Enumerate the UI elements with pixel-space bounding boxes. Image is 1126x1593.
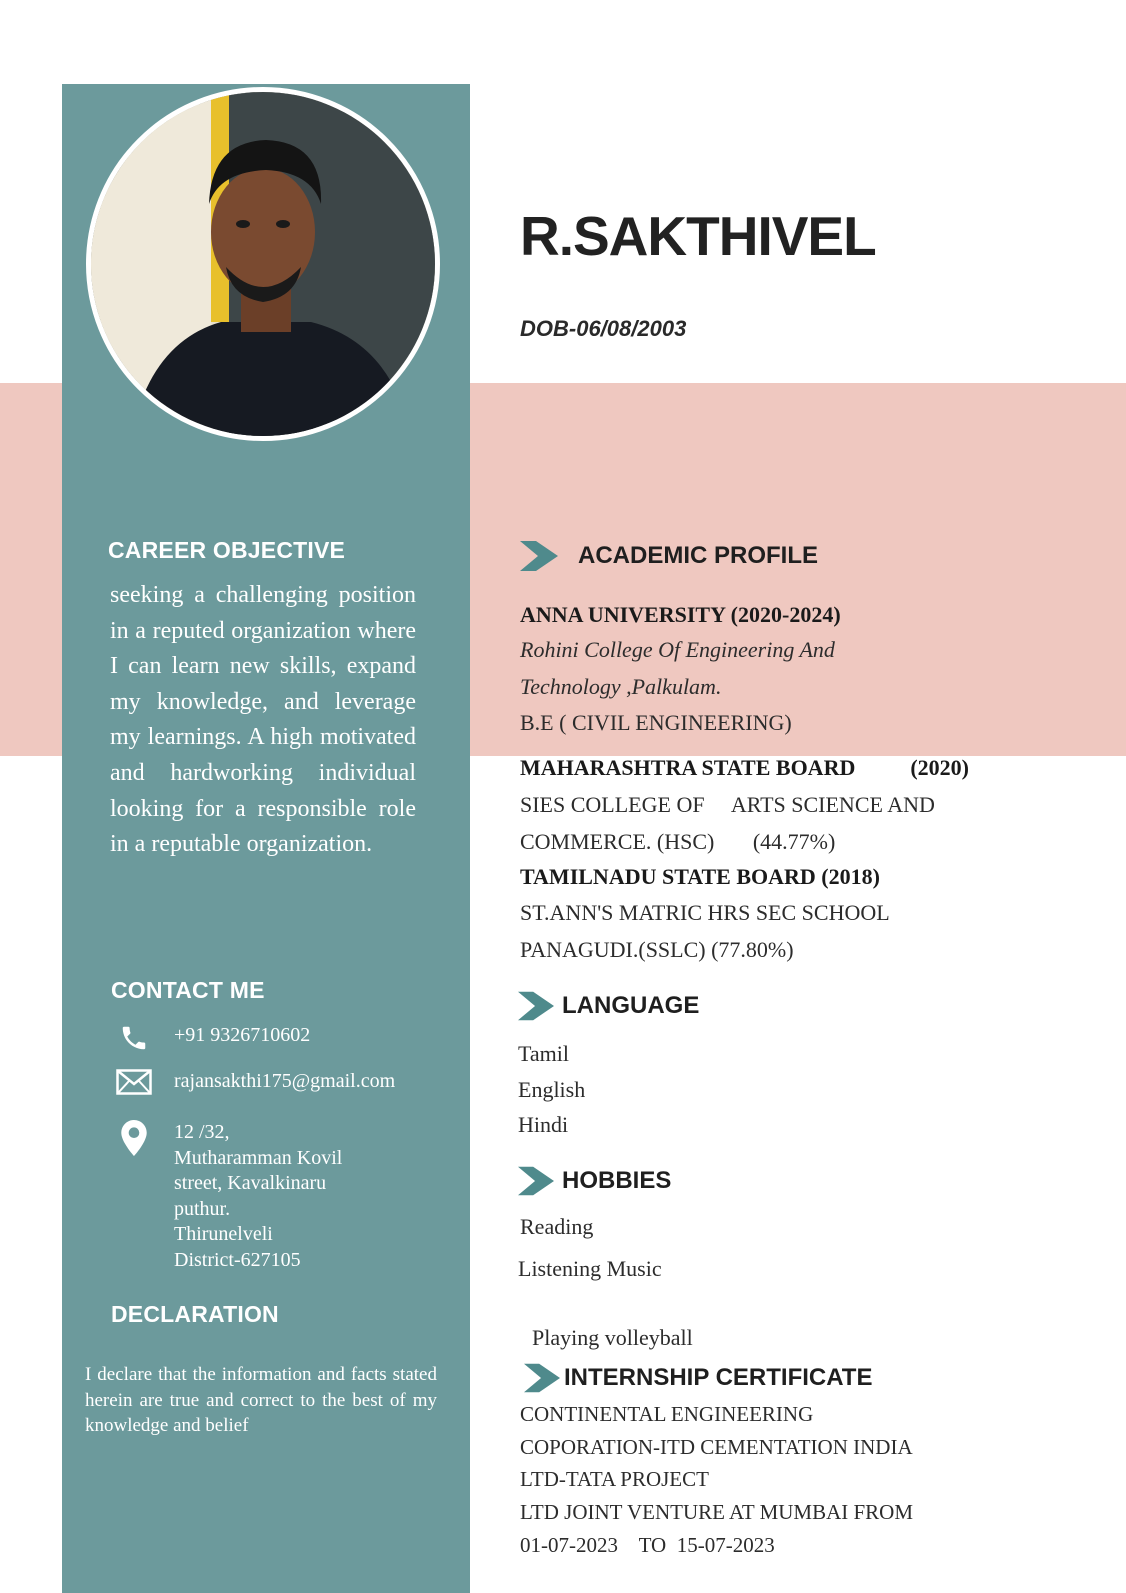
chevron-right-icon: [524, 1363, 560, 1393]
phone-icon: [116, 1023, 152, 1055]
career-objective-heading: CAREER OBJECTIVE: [108, 537, 346, 563]
language-heading: LANGUAGE: [562, 992, 700, 1019]
contact-phone-row: [116, 1023, 310, 1055]
academic-line: Rohini College Of Engineering And: [520, 637, 835, 662]
chevron-right-icon: [520, 541, 558, 571]
language-item: English: [518, 1077, 586, 1102]
academic-line: MAHARASHTRA STATE BOARD (2020): [520, 755, 969, 780]
contact-email-row: [116, 1069, 395, 1101]
academic-line: COMMERCE. (HSC) (44.77%): [520, 829, 836, 854]
chevron-right-icon: [518, 1166, 554, 1196]
language-section-header: [518, 991, 699, 1021]
hobby-item: Playing volleyball: [532, 1325, 693, 1350]
candidate-name: R.SAKTHIVEL: [520, 205, 876, 267]
contact-heading: CONTACT ME: [111, 977, 265, 1003]
contact-address-row: [116, 1120, 342, 1273]
hobbies-heading: HOBBIES: [562, 1167, 672, 1194]
career-objective-text: seeking a challenging position in a reputed organization where I can learn new skills, expand my knowledge, and leverage my learnings. A high motivated and hardworking individual looking for a responsible role in a reputable organization.: [110, 582, 416, 858]
location-pin-icon: [116, 1120, 152, 1152]
phone-number[interactable]: +91 9326710602: [174, 1024, 311, 1046]
academic-line: ANNA UNIVERSITY (2020-2024): [520, 602, 841, 627]
academic-line: B.E ( CIVIL ENGINEERING): [520, 710, 792, 735]
academic-line: Technology ,Palkulam.: [520, 674, 722, 699]
date-of-birth: DOB-06/08/2003: [520, 316, 687, 341]
declaration-heading: DECLARATION: [111, 1301, 279, 1327]
academic-line: SIES COLLEGE OF ARTS SCIENCE AND: [520, 792, 935, 817]
email-address[interactable]: rajansakthi175@gmail.com: [174, 1070, 396, 1092]
academic-section-header: [520, 541, 818, 571]
person-portrait-icon: [91, 92, 435, 436]
internship-line: 01-07-2023 TO 15-07-2023: [520, 1533, 775, 1557]
internship-line: COPORATION-ITD CEMENTATION INDIA: [520, 1435, 913, 1459]
internship-line: LTD-TATA PROJECT: [520, 1467, 709, 1491]
language-item: Hindi: [518, 1112, 569, 1137]
internship-line: LTD JOINT VENTURE AT MUMBAI FROM: [520, 1500, 914, 1524]
profile-photo: [86, 87, 440, 441]
internship-section-header: [524, 1363, 872, 1393]
internship-heading: INTERNSHIP CERTIFICATE: [564, 1364, 873, 1391]
academic-heading: ACADEMIC PROFILE: [578, 542, 818, 569]
chevron-right-icon: [518, 991, 554, 1021]
academic-line: ST.ANN'S MATRIC HRS SEC SCHOOL: [520, 900, 890, 925]
language-item: Tamil: [518, 1041, 570, 1066]
postal-address: 12 /32, Mutharamman Kovil street, Kavalkinaru puthur. Thirunelveli District-627105: [174, 1121, 343, 1271]
internship-line: CONTINENTAL ENGINEERING: [520, 1402, 814, 1426]
academic-line: PANAGUDI.(SSLC) (77.80%): [520, 937, 794, 962]
hobby-item: Listening Music: [518, 1256, 662, 1281]
declaration-text: I declare that the information and facts stated herein are true and correct to the best of my knowledge and belief: [85, 1364, 437, 1436]
hobbies-section-header: [518, 1166, 671, 1196]
academic-line: TAMILNADU STATE BOARD (2018): [520, 864, 880, 889]
envelope-icon: [116, 1069, 152, 1101]
hobby-item: Reading: [520, 1214, 594, 1239]
